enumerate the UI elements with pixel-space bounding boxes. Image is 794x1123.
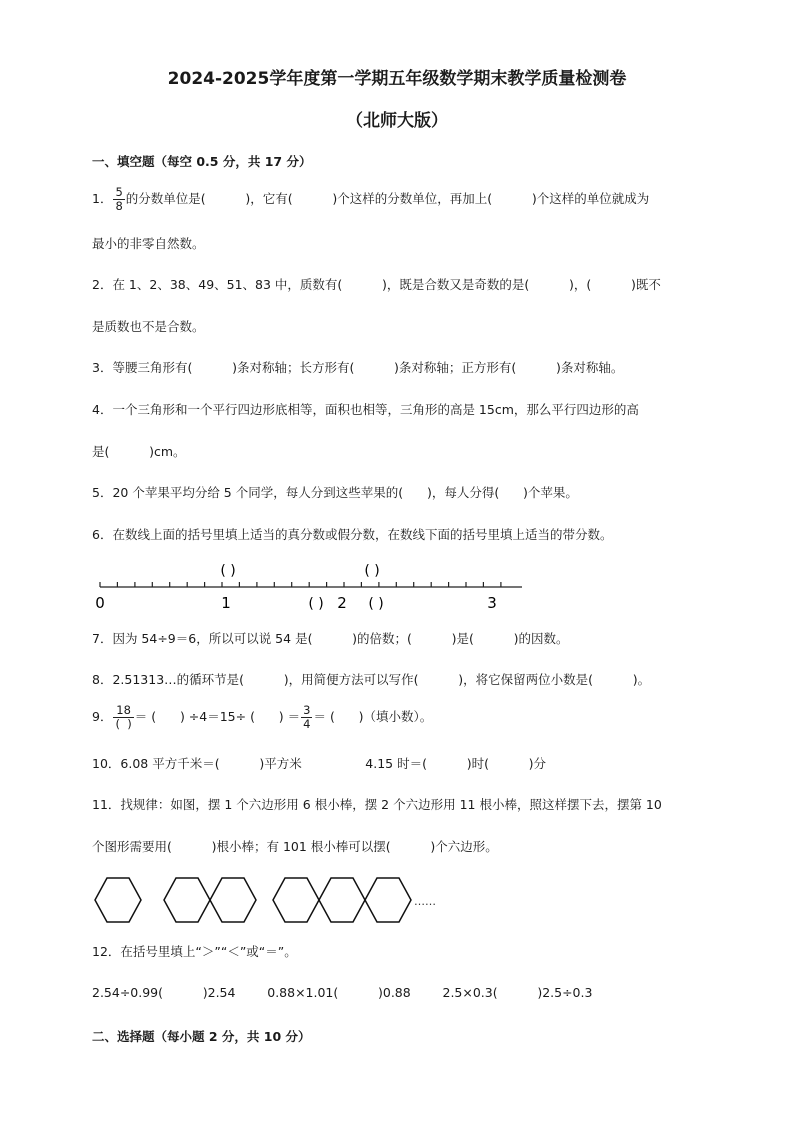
question-12: 12．在括号里填上“＞”“＜”或“＝”。 xyxy=(92,944,297,959)
exam-title: 2024-2025学年度第一学期五年级数学期末教学质量检测卷 xyxy=(167,69,627,89)
number-line-top-bracket-1: ( ) xyxy=(220,563,236,579)
hexagon-continuation-dots: …… xyxy=(414,895,436,908)
number-line-label-3: 3 xyxy=(487,594,497,612)
question-1-continued: 最小的非零自然数。 xyxy=(92,236,205,251)
question-9-middle: ＝ ( ) ÷4＝15÷ ( ) ＝ xyxy=(134,709,301,725)
question-12-items: 2.54÷0.99( )2.54 0.88×1.01( )0.88 2.5×0.3( )2.5÷0.3 xyxy=(92,985,593,1000)
hexagon-figure-2 xyxy=(164,878,256,922)
number-line-bottom-bracket-2: ( ) xyxy=(368,596,384,612)
question-9-end: ＝ ( )（填小数）。 xyxy=(313,709,433,725)
fraction-numerator: 18 xyxy=(116,703,131,717)
hexagon-figure-1 xyxy=(95,878,141,922)
number-line-label-1: 1 xyxy=(221,594,231,612)
question-7: 7．因为 54÷9＝6，所以可以说 54 是( )的倍数；( )是( )的因数。 xyxy=(92,631,569,646)
hexagon-pattern-figure xyxy=(88,872,468,932)
number-line-label-0: 0 xyxy=(95,594,105,612)
number-line-figure xyxy=(88,556,528,616)
number-line-ticks xyxy=(100,582,501,587)
fraction-denominator: 4 xyxy=(303,717,311,732)
question-11: 11．找规律：如图，摆 1 个六边形用 6 根小棒，摆 2 个六边形用 11 根小棒，照这样摆下去，摆第 10 xyxy=(92,797,662,812)
fraction-5-8 xyxy=(113,186,124,213)
number-line-top-bracket-2: ( ) xyxy=(364,563,380,579)
question-5: 5．20 个苹果平均分给 5 个同学，每人分到这些苹果的( )，每人分得( )个苹果。 xyxy=(92,485,578,500)
fraction-denominator: ( ) xyxy=(115,717,132,732)
question-11-continued: 个图形需要用( )根小棒；有 101 根小棒可以摆( )个六边形。 xyxy=(92,839,498,854)
section2-heading: 二、选择题（每小题 2 分，共 10 分） xyxy=(92,1029,311,1044)
exam-subtitle: （北师大版） xyxy=(346,111,448,131)
question-4: 4．一个三角形和一个平行四边形底相等，面积也相等，三角形的高是 15cm，那么平行四边形的高 xyxy=(92,402,639,417)
section1-heading: 一、填空题（每空 0.5 分，共 17 分） xyxy=(92,154,312,169)
question-10: 10．6.08 平方千米＝( )平方米 4.15 时＝( )时( )分 xyxy=(92,756,547,771)
number-line-label-2: 2 xyxy=(337,594,347,612)
question-9-number: 9． xyxy=(92,709,113,725)
fraction-denominator: 8 xyxy=(115,199,123,214)
question-1-number: 1． xyxy=(92,191,113,207)
question-1-text: 的分数单位是( )，它有( )个这样的分数单位，再加上( )个这样的单位就成为 xyxy=(125,191,650,207)
question-2-continued: 是质数也不是合数。 xyxy=(92,319,205,334)
question-4-continued: 是( )cm。 xyxy=(92,444,186,459)
question-1 xyxy=(92,186,649,213)
question-2: 2．在 1、2、38、49、51、83 中，质数有( )，既是合数又是奇数的是( )，( )既不 xyxy=(92,277,661,292)
fraction-18-blank xyxy=(113,704,133,731)
number-line-bottom-bracket-1: ( ) xyxy=(308,596,324,612)
question-9 xyxy=(92,704,432,731)
fraction-numerator: 5 xyxy=(115,185,123,199)
question-6: 6．在数线上面的括号里填上适当的真分数或假分数，在数线下面的括号里填上适当的带分数。 xyxy=(92,527,613,542)
hexagon-figure-3 xyxy=(273,878,411,922)
fraction-3-4 xyxy=(301,704,312,731)
question-3: 3．等腰三角形有( )条对称轴；长方形有( )条对称轴；正方形有( )条对称轴。 xyxy=(92,360,624,375)
fraction-numerator: 3 xyxy=(303,703,311,717)
question-8: 8．2.51313…的循环节是( )，用简便方法可以写作( )，将它保留两位小数是( )。 xyxy=(92,672,651,687)
